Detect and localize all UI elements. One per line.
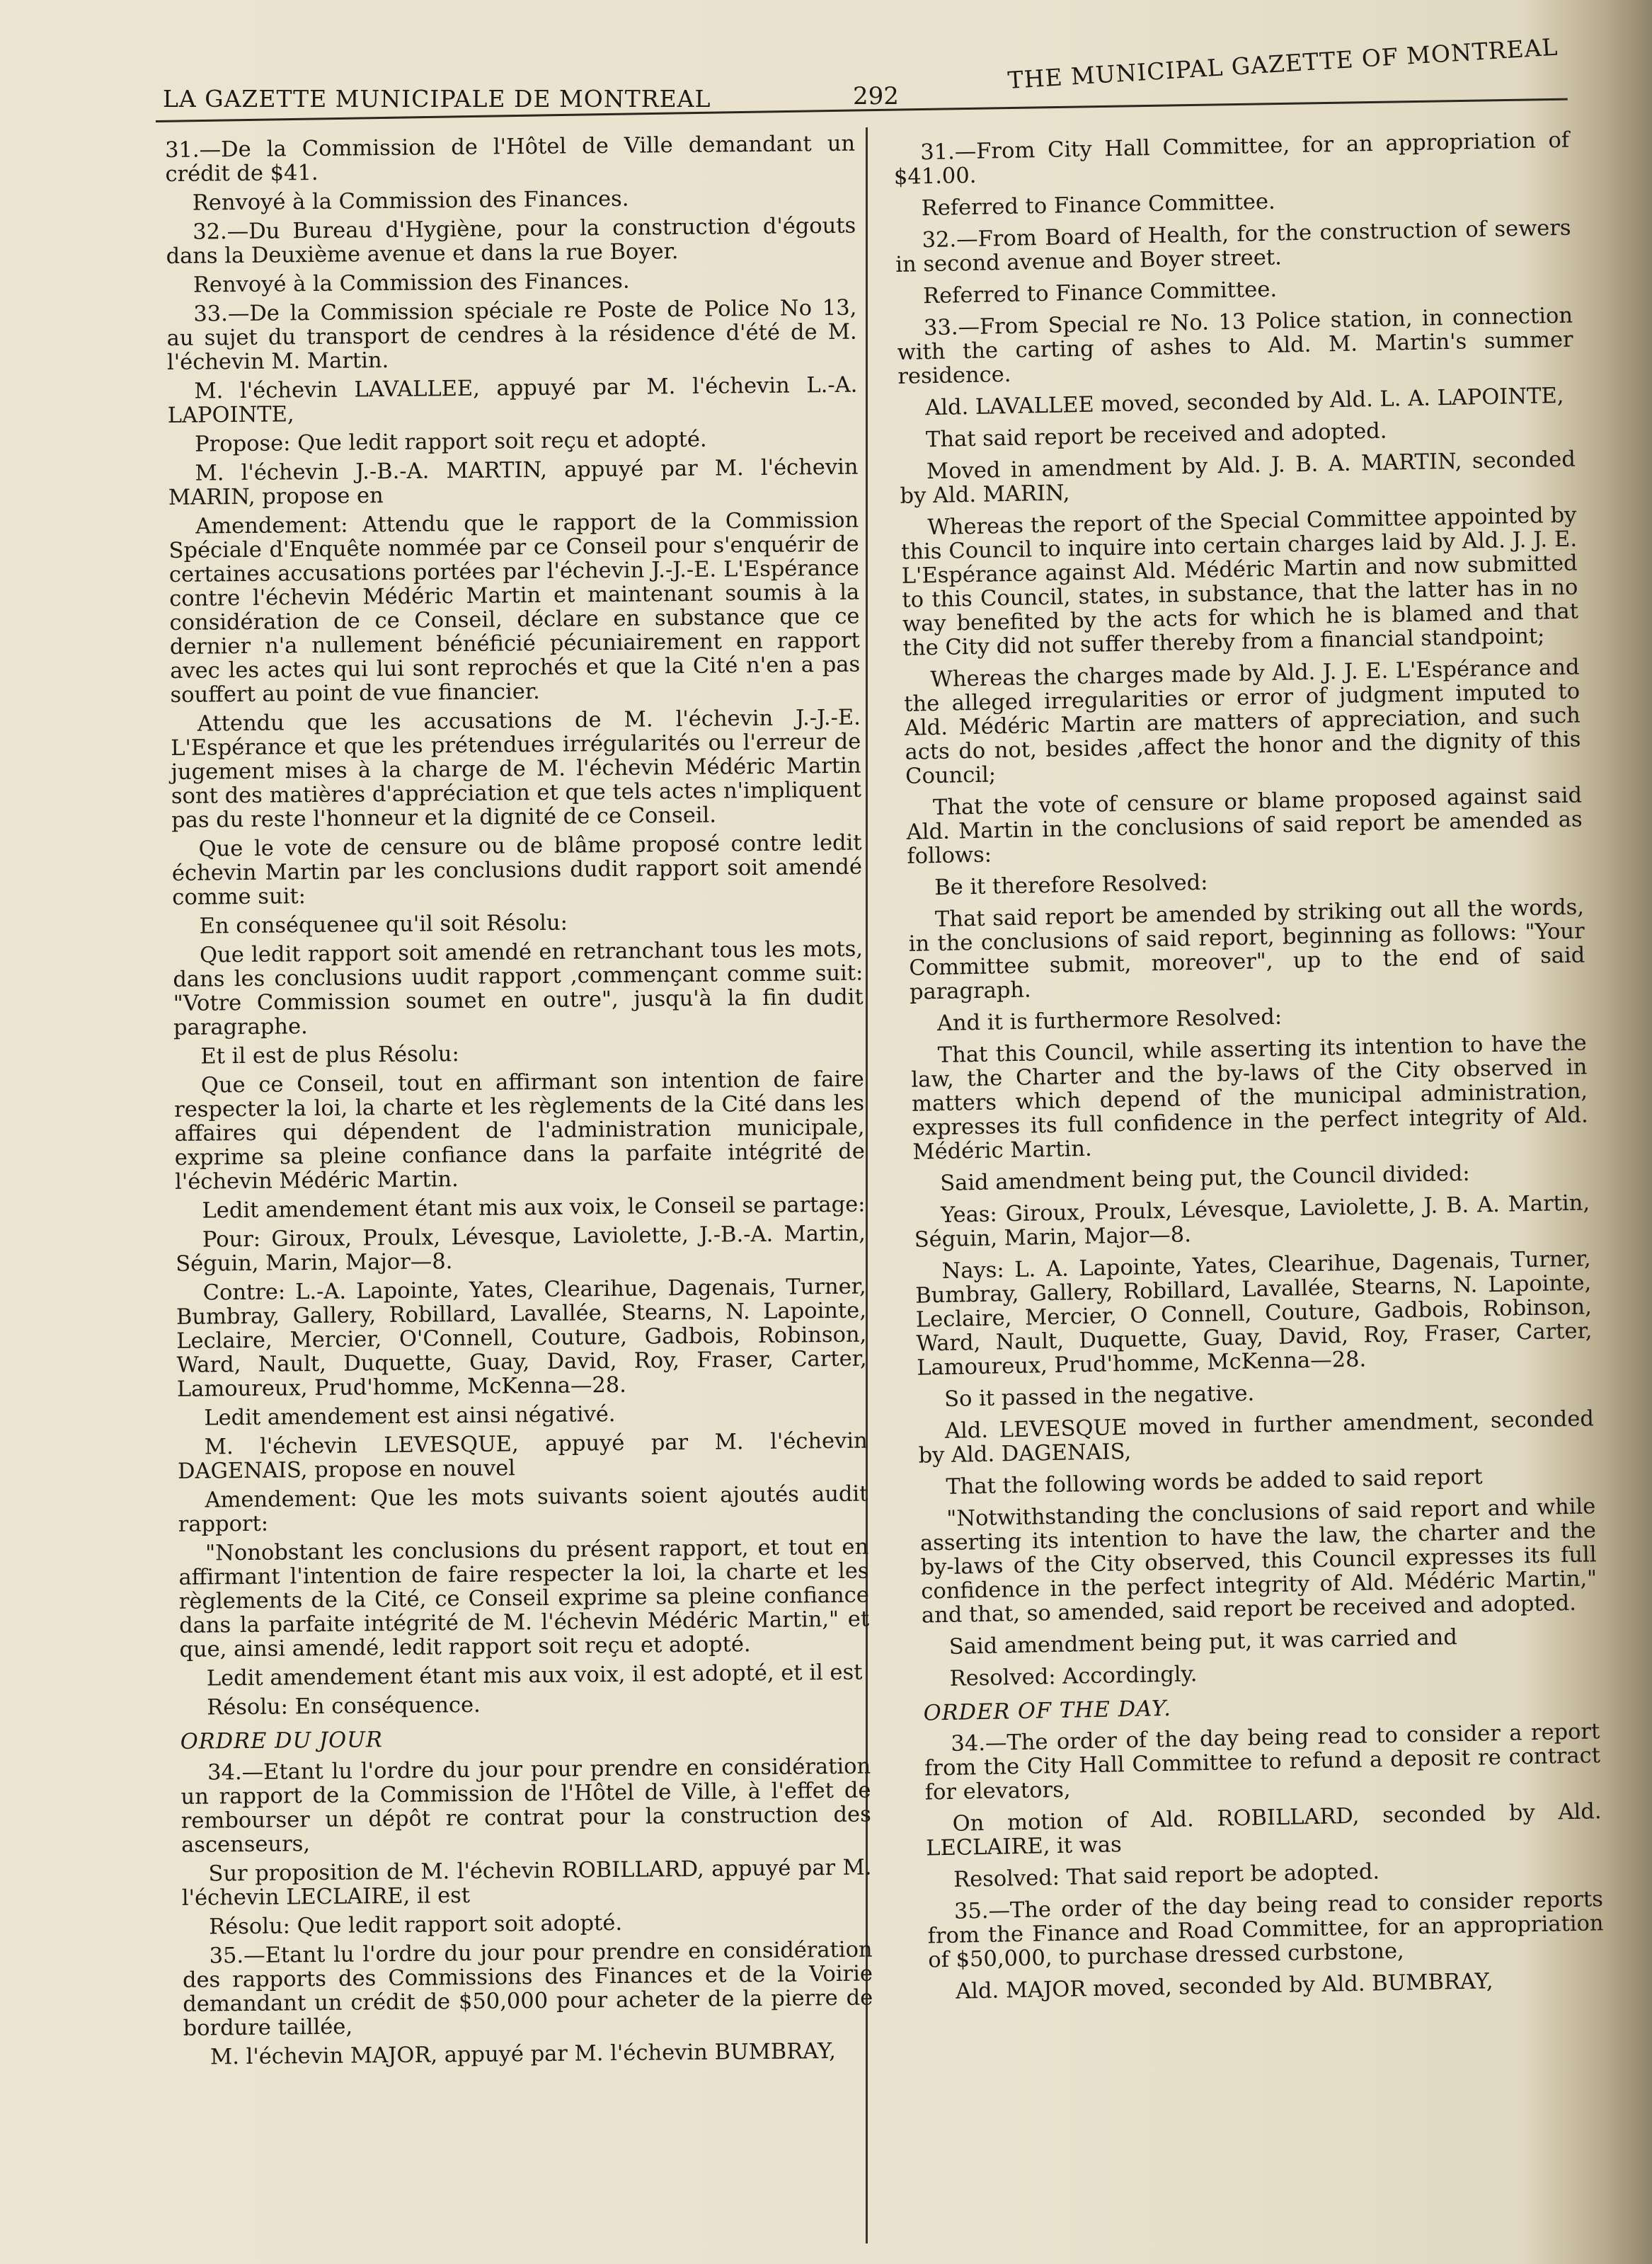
en-strike-words: That said report be amended by striking out all the words, in the conclusions of said report, beginning as follows: "Your Committee submit, moreover", up to the end of said paragraph. xyxy=(908,895,1585,1005)
en-item-34-motion: On motion of Ald. ROBILLARD, seconded by Ald. LECLAIRE, it was xyxy=(925,1799,1602,1861)
fr-item-32: 32.—Du Bureau d'Hygiène, pour la construction d'égouts dans la Deuxième avenue et dans la rue Boyer. xyxy=(166,213,856,269)
en-confidence: That this Council, while asserting its intention to have the law, the Charter and the by-laws of the City observed in matters which depend of the municipal administration, expresses its full confidence in the perfect integrity of Ald. Médéric Martin. xyxy=(911,1030,1588,1165)
fr-propose: Propose: Que ledit rapport soit reçu et adopté. xyxy=(194,427,707,457)
header-french-title: LA GAZETTE MUNICIPALE DE MONTREAL xyxy=(163,85,711,113)
fr-item-34: 34.—Etant lu l'ordre du jour pour prendre en considération un rapport de la Commission de l'Hôtel de Ville, à l'effet de rembourser un dépôt re contrat pour la construction des ascenseurs, xyxy=(180,1754,871,1858)
fr-item-35: 35.—Etant lu l'ordre du jour pour prendre en considération des rapports des Commissions des Finances et de la Voirie demandant un crédit de $50,000 pour acheter de la pierre de bordure taillée, xyxy=(182,1937,873,2041)
fr-new-amendment: Amendement: Que les mots suivants soient ajoutés audit rapport: xyxy=(178,1481,868,1537)
fr-referral-31: Renvoyé à la Commission des Finances. xyxy=(192,186,629,216)
fr-item-31: 31.—De la Commission de l'Hôtel de Ville demandant un crédit de $41. xyxy=(164,131,856,187)
en-whereas-2: Whereas the charges made by Ald. J. J. E. L'Espérance and the alleged irregularities or error of judgment imputed to Ald. Médéric Martin are matters of appreciation, and such acts do not, besides ,affect the honor and the dignity of this Council; xyxy=(903,655,1581,789)
en-item-34-resolved: Resolved: That said report be adopted. xyxy=(953,1859,1380,1892)
en-item-35-motion: Ald. MAJOR moved, seconded by Ald. BUMBRAY, xyxy=(955,1969,1493,2004)
fr-item-34-resolu: Résolu: Que ledit rapport soit adopté. xyxy=(209,1910,623,1940)
fr-notwithstanding: "Nonobstant les conclusions du présent rapport, et tout en affirmant l'intention de faire respecter la loi, la charte et les règlements de la Cité, ce Conseil exprime sa pleine confiance dans la parfaite intégrité de M. l'échevin Médéric Martin," et que, ainsi amendé, ledit rapport soit reçu et adopté. xyxy=(178,1534,870,1662)
fr-resolu: Résolu: En conséquence. xyxy=(207,1692,481,1720)
en-referral-31: Referred to Finance Committee. xyxy=(921,189,1275,222)
fr-item-33: 33.—De la Commission spéciale re Poste de Police No 13, au sujet du transport de cendres à la résidence d'été de M. l'échevin M. Martin. xyxy=(166,295,857,375)
fr-whereas: Attendu que les accusations de M. l'échevin J.-J.-E. L'Espérance et que les prétendues irrégularités ou l'erreur de jugement mises à la charge de M. l'échevin Médéric Martin sont des matières d'appréciation et que tels actes n'impliquent pas du reste l'honneur et la dignité de ce Conseil. xyxy=(171,705,862,833)
fr-vote-contre: Contre: L.-A. Lapointe, Yates, Clearihue, Dagenais, Turner, Bumbray, Gallery, Robillard, Lavallée, Stearns, N. Lapointe, Leclaire, Mercier, O'Connell, Couture, Gadbois, Robinson, Ward, Nault, Duquette, Guay, David, Roy, Fraser, Carter, Lamoureux, Prud'homme, McKenna—28. xyxy=(176,1274,867,1402)
fr-strike-words: Que ledit rapport soit amendé en retranchant tous les mots, dans les conclusions uudit rapport ,commençant comme suit: "Votre Commission soumet en outre", jusqu'à la fin dudit paragraphe. xyxy=(173,936,864,1040)
french-column xyxy=(165,132,873,2075)
en-vote-nays: Nays: L. A. Lapointe, Yates, Clearihue, Dagenais, Turner, Bumbray, Gallery, Robillard, Lavallée, Stearns, N. Lapointe, Leclaire, Mercier, O Connell, Couture, Gadbois, Robinson, Ward, Nault, Duquette, Guay, David, Roy, Fraser, Carter, Lamoureux, Prud'homme, McKenna—28. xyxy=(914,1246,1593,1381)
fr-new-motion: M. l'échevin LEVESQUE, appuyé par M. l'échevin DAGENAIS, propose en nouvel xyxy=(177,1428,868,1484)
en-resolved-1: Be it therefore Resolved: xyxy=(934,870,1208,901)
en-item-31: 31.—From City Hall Committee, for an appropriation of $41.00. xyxy=(893,127,1570,190)
en-whereas-1: Whereas the report of the Special Committee appointed by this Council to inquire into certain charges laid by Ald. J. J. E. L'Espérance against Ald. Médéric Martin and now submitted to this Council, states, in substance, that the latter has in no way benefited by the acts for which he is blamed and that the City did not suffer thereby from a financial standpoint; xyxy=(900,502,1579,661)
fr-censure: Que le vote de censure ou de blâme proposé contre ledit échevin Martin par les conclusions dudit rapport soit amendé comme suit: xyxy=(171,830,863,910)
en-motion: Ald. LAVALLEE moved, seconded by Ald. L. A. LAPOINTE, xyxy=(924,383,1564,421)
page-number: 292 xyxy=(853,82,899,110)
en-item-34: 34.—The order of the day being read to consider a report from the City Hall Committee to refund a deposit re contract for elevators, xyxy=(924,1719,1601,1805)
fr-vote-intro: Ledit amendement étant mis aux voix, le Conseil se partage: xyxy=(202,1192,866,1224)
en-accordingly: Resolved: Accordingly. xyxy=(949,1662,1198,1691)
en-notwithstanding: "Notwithstanding the conclusions of said report and while asserting its intention to have the law, the charter and the by-laws of the City observed, this Council expresses its full confidence in the perfect integrity of Ald. Médéric Martin," and that, so amended, said report be received and adopted. xyxy=(919,1494,1597,1628)
page-header xyxy=(156,33,1564,119)
en-carried: Said amendment being put, it was carried and xyxy=(948,1625,1458,1660)
fr-motion: M. l'échevin LAVALLEE, appuyé par M. l'échevin L.-A. LAPOINTE, xyxy=(167,372,858,428)
english-column xyxy=(893,129,1605,2013)
fr-order-of-day-heading: ORDRE DU JOUR xyxy=(180,1728,384,1754)
en-censure: That the vote of censure or blame proposed against said Ald. Martin in the conclusions of said report be amended as follows: xyxy=(906,783,1583,869)
fr-item-34-motion: Sur proposition de M. l'échevin ROBILLARD, appuyé par M. l'échevin LECLAIRE, il est xyxy=(181,1855,872,1911)
fr-item-35-motion: M. l'échevin MAJOR, appuyé par M. l'échevin BUMBRAY, xyxy=(210,2039,837,2070)
en-further-amendment: Ald. LEVESQUE moved in further amendment, seconded by Ald. DAGENAIS, xyxy=(918,1406,1595,1469)
en-item-32: 32.—From Board of Health, for the construction of sewers in second avenue and Boyer street. xyxy=(895,215,1571,277)
en-vote-yeas: Yeas: Giroux, Proulx, Lévesque, Laviolette, J. B. A. Martin, Séguin, Marin, Major—8. xyxy=(914,1190,1590,1253)
en-received: That said report be received and adopted. xyxy=(925,418,1387,453)
fr-vote-pour: Pour: Giroux, Proulx, Lévesque, Laviolette, J.-B.-A. Martin, Séguin, Marin, Major—8. xyxy=(176,1221,866,1277)
en-referral-32: Referred to Finance Committee. xyxy=(922,277,1278,309)
fr-referral-32: Renvoyé à la Commission des Finances. xyxy=(193,268,630,298)
fr-confidence: Que ce Conseil, tout en affirmant son intention de faire respecter la loi, la charte et les règlements de la Cité dans les affaires qui dépendent de l'administration municipale, exprime sa pleine confiance dans la parfaite intégrité de l'échevin Médéric Martin. xyxy=(174,1067,865,1195)
en-resolved-2: And it is furthermore Resolved: xyxy=(936,1004,1283,1037)
en-amendment-intro: Moved in amendment by Ald. J. B. A. MARTIN, seconded by Ald. MARIN, xyxy=(900,447,1576,509)
en-order-of-day-heading: ORDER OF THE DAY. xyxy=(923,1696,1172,1726)
en-item-35: 35.—The order of the day being read to consider reports from the Finance and Road Committee, for an appropriation of $50,000, to purchase dressed curbstone, xyxy=(927,1887,1604,1973)
fr-amendment-intro: M. l'échevin J.-B.-A. MARTIN, appuyé par M. l'échevin MARIN, propose en xyxy=(168,454,859,510)
en-words-added: That the following words be added to said report xyxy=(946,1464,1483,1500)
fr-resolved-2: Et il est de plus Résolu: xyxy=(200,1042,459,1069)
fr-negatived: Ledit amendement est ainsi négativé. xyxy=(204,1401,616,1431)
fr-resolved-1: En conséquenee qu'il soit Résolu: xyxy=(199,910,568,939)
en-vote-intro: Said amendment being put, the Council divided: xyxy=(939,1161,1470,1196)
en-item-33: 33.—From Special re No. 13 Police station, in connection with the carting of ashes to Ald. M. Martin's summer residence. xyxy=(897,303,1573,389)
fr-amendment-text: Amendement: Attendu que le rapport de la Commission Spéciale d'Enquête nommée par ce Conseil pour s'enquérir de certaines accusations portées par l'échevin J.-J.-E. L'Espérance contre l'échevin Médéric Martin et maintenant soumis à la considération de ce Conseil, déclare en substance que ce dernier n'a nullement bénéficié pécuniairement en rapport avec les actes qui lui sont reprochés et que la Cité n'en a pas souffert au point de vue financier. xyxy=(168,507,861,708)
en-negatived: So it passed in the negative. xyxy=(943,1381,1255,1412)
header-english-title: THE MUNICIPAL GAZETTE OF MONTREAL xyxy=(1006,33,1559,94)
fr-adopted: Ledit amendement étant mis aux voix, il est adopté, et il est xyxy=(206,1660,863,1691)
